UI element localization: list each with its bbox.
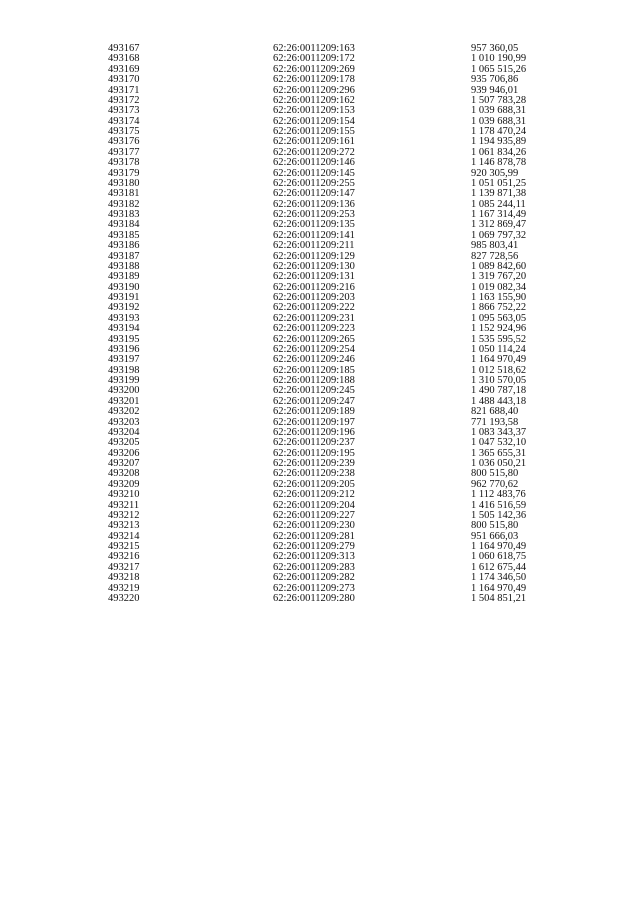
cadastral-value-cell: 1 365 655,31 [471, 447, 527, 459]
row-number-cell: 493172 [108, 94, 140, 106]
cadastral-value-cell: 1 312 869,47 [471, 219, 527, 231]
cadastral-number-cell: 62:26:0011209:245 [273, 385, 355, 397]
cadastral-value-cell: 1 085 244,11 [471, 198, 526, 210]
cadastral-number-cell: 62:26:0011209:130 [273, 260, 355, 272]
row-number-cell: 493180 [108, 177, 140, 189]
row-number-cell: 493176 [108, 136, 140, 148]
row-number-cell: 493219 [108, 582, 140, 594]
row-number-cell: 493170 [108, 74, 140, 86]
row-number-cell: 493207 [108, 458, 140, 469]
cadastral-number-cell: 62:26:0011209:282 [273, 572, 355, 584]
row-number-cell: 493188 [108, 260, 140, 272]
table-row [108, 324, 578, 334]
cadastral-value-cell: 1 047 532,10 [471, 437, 527, 449]
cadastral-number-cell: 62:26:0011209:161 [273, 136, 355, 148]
row-number-cell: 493191 [108, 292, 140, 303]
cadastral-number-cell: 62:26:0011209:162 [273, 94, 355, 106]
cadastral-number-cell: 62:26:0011209:155 [273, 126, 355, 137]
cadastral-number-cell: 62:26:0011209:230 [273, 520, 355, 532]
cadastral-value-cell: 1 416 516,59 [471, 499, 527, 511]
row-number-cell: 493214 [108, 530, 140, 542]
table-row [108, 241, 578, 251]
cadastral-number-cell: 62:26:0011209:163 [273, 43, 355, 54]
row-number-cell: 493182 [108, 198, 140, 210]
cadastral-value-cell: 962 770,62 [471, 478, 519, 490]
cadastral-number-cell: 62:26:0011209:238 [273, 468, 355, 480]
cadastral-value-cell: 800 515,80 [471, 520, 519, 532]
cadastral-number-cell: 62:26:0011209:145 [273, 167, 355, 179]
cadastral-value-cell: 800 515,80 [471, 468, 519, 480]
row-number-cell: 493192 [108, 302, 140, 314]
cadastral-value-cell: 1 050 114,24 [471, 343, 526, 355]
row-number-cell: 493174 [108, 115, 140, 127]
cadastral-number-cell: 62:26:0011209:272 [273, 146, 355, 158]
table-row [108, 594, 578, 604]
cadastral-number-cell: 62:26:0011209:227 [273, 509, 355, 521]
table-row [108, 75, 578, 85]
cadastral-number-cell: 62:26:0011209:216 [273, 281, 355, 293]
cadastral-value-cell: 821 688,40 [471, 406, 519, 418]
row-number-cell: 493200 [108, 385, 140, 397]
cadastral-value-cell: 1 866 752,22 [471, 302, 527, 314]
cadastral-number-cell: 62:26:0011209:189 [273, 406, 355, 418]
cadastral-value-cell: 1 083 343,37 [471, 426, 527, 438]
cadastral-number-cell: 62:26:0011209:129 [273, 250, 355, 262]
cadastral-value-cell: 951 666,03 [471, 530, 519, 542]
cadastral-number-cell: 62:26:0011209:135 [273, 219, 355, 231]
cadastral-value-cell: 1 051 051,25 [471, 177, 527, 189]
row-number-cell: 493173 [108, 105, 140, 117]
cadastral-number-cell: 62:26:0011209:154 [273, 115, 355, 127]
row-number-cell: 493196 [108, 343, 140, 355]
row-number-cell: 493171 [108, 84, 140, 96]
cadastral-number-cell: 62:26:0011209:246 [273, 354, 355, 366]
table-row [108, 407, 578, 417]
row-number-cell: 493186 [108, 240, 140, 252]
cadastral-value-cell: 1 507 783,28 [471, 94, 527, 106]
row-number-cell: 493217 [108, 561, 140, 573]
cadastral-number-cell: 62:26:0011209:296 [273, 84, 355, 96]
cadastral-value-cell: 1 504 851,21 [471, 592, 527, 604]
cadastral-number-cell: 62:26:0011209:141 [273, 229, 355, 241]
cadastral-number-cell: 62:26:0011209:283 [273, 561, 355, 573]
cadastral-number-cell: 62:26:0011209:185 [273, 364, 355, 376]
row-number-cell: 493199 [108, 375, 140, 386]
cadastral-number-cell: 62:26:0011209:279 [273, 541, 355, 552]
row-number-cell: 493175 [108, 126, 140, 137]
cadastral-number-cell: 62:26:0011209:146 [273, 157, 355, 169]
cadastral-value-cell: 1 095 563,05 [471, 312, 527, 324]
row-number-cell: 493195 [108, 333, 140, 345]
cadastral-value-cell: 1 012 518,62 [471, 364, 527, 376]
cadastral-value-cell: 1 178 470,24 [471, 126, 527, 137]
cadastral-value-cell: 1 039 688,31 [471, 105, 527, 117]
cadastral-number-cell: 62:26:0011209:280 [273, 592, 355, 604]
row-number-cell: 493197 [108, 354, 140, 366]
cadastral-value-cell: 1 039 688,31 [471, 115, 527, 127]
cadastral-number-cell: 62:26:0011209:131 [273, 271, 355, 283]
table-body [108, 44, 578, 604]
cadastral-number-cell: 62:26:0011209:211 [273, 240, 355, 252]
row-number-cell: 493193 [108, 312, 140, 324]
row-number-cell: 493204 [108, 426, 140, 438]
row-number-cell: 493212 [108, 509, 140, 521]
cadastral-value-cell: 1 010 190,99 [471, 53, 527, 65]
row-number-cell: 493215 [108, 541, 140, 552]
row-number-cell: 493203 [108, 416, 140, 428]
row-number-cell: 493190 [108, 281, 140, 293]
cadastral-value-cell: 1 505 142,36 [471, 509, 527, 521]
cadastral-value-cell: 1 089 842,60 [471, 260, 527, 272]
cadastral-value-cell: 827 728,56 [471, 250, 519, 262]
cadastral-value-cell: 1 163 155,90 [471, 292, 527, 303]
cadastral-number-cell: 62:26:0011209:253 [273, 209, 355, 220]
cadastral-value-cell: 1 019 082,34 [471, 281, 527, 293]
cadastral-number-cell: 62:26:0011209:254 [273, 343, 355, 355]
row-number-cell: 493216 [108, 551, 140, 563]
cadastral-value-cell: 935 706,86 [471, 74, 519, 86]
cadastral-number-cell: 62:26:0011209:231 [273, 312, 355, 324]
row-number-cell: 493208 [108, 468, 140, 480]
cadastral-value-cell: 1 139 871,38 [471, 188, 527, 200]
cadastral-number-cell: 62:26:0011209:188 [273, 375, 355, 386]
cadastral-number-cell: 62:26:0011209:196 [273, 426, 355, 438]
cadastral-value-cell: 1 060 618,75 [471, 551, 527, 563]
table-row [108, 158, 578, 168]
cadastral-number-cell: 62:26:0011209:178 [273, 74, 355, 86]
cadastral-value-cell: 1 061 834,26 [471, 146, 527, 158]
cadastral-value-cell: 1 152 924,96 [471, 323, 527, 335]
row-number-cell: 493168 [108, 53, 140, 65]
cadastral-value-cell: 1 164 970,49 [471, 541, 527, 552]
cadastral-number-cell: 62:26:0011209:237 [273, 437, 355, 449]
cadastral-value-cell: 1 164 970,49 [471, 582, 527, 594]
row-number-cell: 493178 [108, 157, 140, 169]
cadastral-number-cell: 62:26:0011209:269 [273, 63, 355, 75]
cadastral-value-cell: 1 174 346,50 [471, 572, 527, 584]
row-number-cell: 493184 [108, 219, 140, 231]
cadastral-number-cell: 62:26:0011209:205 [273, 478, 355, 490]
cadastral-value-cell: 939 946,01 [471, 84, 519, 96]
row-number-cell: 493177 [108, 146, 140, 158]
row-number-cell: 493189 [108, 271, 140, 283]
cadastral-number-cell: 62:26:0011209:255 [273, 177, 355, 189]
row-number-cell: 493185 [108, 229, 140, 241]
cadastral-value-cell: 1 488 443,18 [471, 395, 527, 407]
cadastral-number-cell: 62:26:0011209:195 [273, 447, 355, 459]
cadastral-value-cell: 1 164 970,49 [471, 354, 527, 366]
cadastral-value-cell: 1 310 570,05 [471, 375, 527, 386]
cadastral-value-cell: 1 535 595,52 [471, 333, 527, 345]
cadastral-number-cell: 62:26:0011209:265 [273, 333, 355, 345]
row-number-cell: 493181 [108, 188, 140, 200]
cadastral-number-cell: 62:26:0011209:136 [273, 198, 355, 210]
row-number-cell: 493194 [108, 323, 140, 335]
cadastral-value-cell: 771 193,58 [471, 416, 519, 428]
cadastral-number-cell: 62:26:0011209:273 [273, 582, 355, 594]
cadastral-number-cell: 62:26:0011209:222 [273, 302, 355, 314]
cadastral-number-cell: 62:26:0011209:203 [273, 292, 355, 303]
row-number-cell: 493202 [108, 406, 140, 418]
row-number-cell: 493201 [108, 395, 140, 407]
cadastral-number-cell: 62:26:0011209:204 [273, 499, 355, 511]
cadastral-number-cell: 62:26:0011209:172 [273, 53, 355, 65]
row-number-cell: 493210 [108, 489, 140, 501]
row-number-cell: 493187 [108, 250, 140, 262]
cadastral-value-cell: 1 612 675,44 [471, 561, 527, 573]
row-number-cell: 493213 [108, 520, 140, 532]
row-number-cell: 493169 [108, 63, 140, 75]
cadastral-value-cell: 1 036 050,21 [471, 458, 527, 469]
cadastral-number-cell: 62:26:0011209:153 [273, 105, 355, 117]
cadastral-number-cell: 62:26:0011209:212 [273, 489, 355, 501]
row-number-cell: 493167 [108, 43, 140, 54]
cadastral-number-cell: 62:26:0011209:223 [273, 323, 355, 335]
row-number-cell: 493209 [108, 478, 140, 490]
table-row [108, 490, 578, 500]
row-number-cell: 493205 [108, 437, 140, 449]
cadastral-value-cell: 920 305,99 [471, 167, 519, 179]
cadastral-value-cell: 1 069 797,32 [471, 229, 527, 241]
cadastral-number-cell: 62:26:0011209:239 [273, 458, 355, 469]
cadastral-number-cell: 62:26:0011209:281 [273, 530, 355, 542]
cadastral-value-table [108, 44, 578, 604]
row-number-cell: 493183 [108, 209, 140, 220]
row-number-cell: 493218 [108, 572, 140, 584]
cadastral-value-cell: 1 065 515,26 [471, 63, 527, 75]
row-number-cell: 493211 [108, 499, 140, 511]
row-number-cell: 493179 [108, 167, 140, 179]
table-row [108, 573, 578, 583]
cadastral-number-cell: 62:26:0011209:197 [273, 416, 355, 428]
cadastral-value-cell: 1 146 878,78 [471, 157, 527, 169]
row-number-cell: 493198 [108, 364, 140, 376]
cadastral-value-cell: 1 490 787,18 [471, 385, 527, 397]
cadastral-value-cell: 1 194 935,89 [471, 136, 527, 148]
cadastral-value-cell: 957 360,05 [471, 43, 519, 54]
cadastral-number-cell: 62:26:0011209:247 [273, 395, 355, 407]
cadastral-number-cell: 62:26:0011209:147 [273, 188, 355, 200]
row-number-cell: 493220 [108, 592, 140, 604]
cadastral-value-cell: 985 803,41 [471, 240, 519, 252]
cadastral-value-cell: 1 167 314,49 [471, 209, 527, 220]
cadastral-value-cell: 1 319 767,20 [471, 271, 527, 283]
row-number-cell: 493206 [108, 447, 140, 459]
cadastral-number-cell: 62:26:0011209:313 [273, 551, 355, 563]
cadastral-value-cell: 1 112 483,76 [471, 489, 526, 501]
